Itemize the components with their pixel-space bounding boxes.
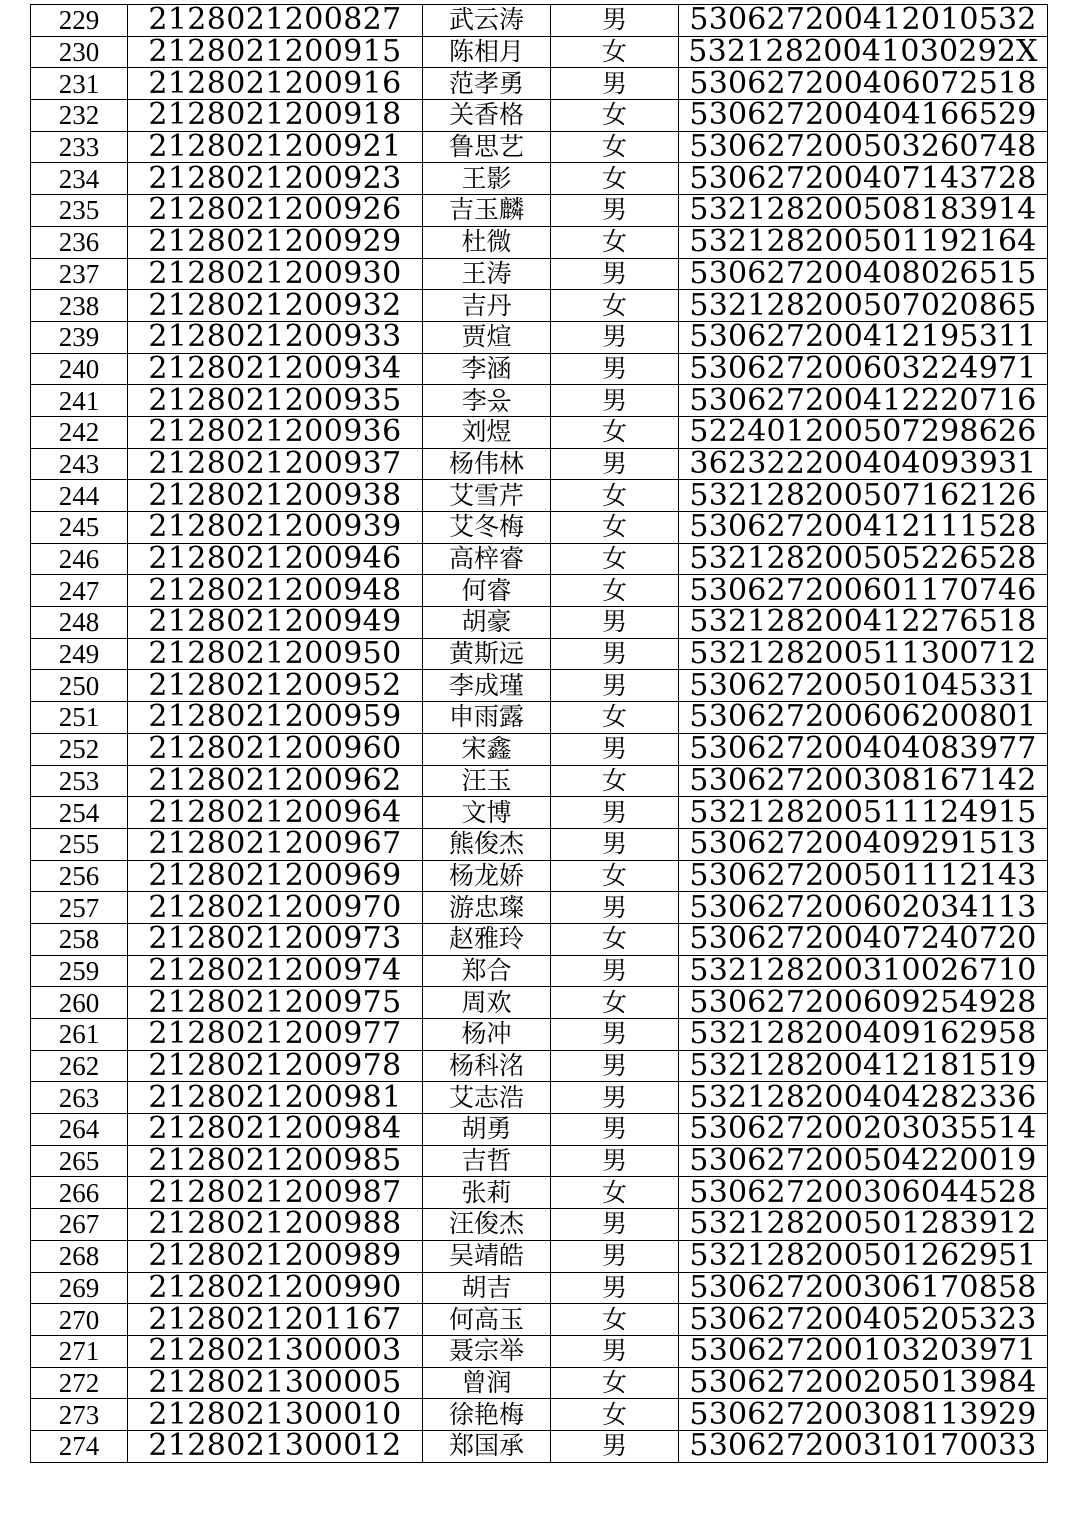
row-number-cell: 235 [31,195,128,227]
table-row [31,575,1048,607]
table-row [31,195,1048,227]
row-number-cell: 257 [31,892,128,924]
gender-cell: 男 [551,607,679,639]
gender-cell: 男 [551,321,679,353]
student-name-cell: 张莉 [423,1177,551,1209]
table-row [31,1367,1048,1399]
gender-cell: 男 [551,1082,679,1114]
exam-number-cell: 2128021200988 [128,1209,423,1241]
exam-number-cell: 2128021200978 [128,1050,423,1082]
student-name-cell: 徐艳梅 [423,1399,551,1431]
exam-number-cell: 2128021200939 [128,512,423,544]
student-name-cell: 吉丹 [423,290,551,322]
student-name-cell: 汪玉 [423,765,551,797]
row-number-cell: 263 [31,1082,128,1114]
gender-cell: 男 [551,1240,679,1272]
gender-cell: 女 [551,702,679,734]
exam-number-cell: 2128021200937 [128,448,423,480]
id-number-cell: 530627200306044528 [679,1177,1048,1209]
gender-cell: 女 [551,1367,679,1399]
table-row [31,1082,1048,1114]
student-name-cell: 艾雪芹 [423,480,551,512]
gender-cell: 男 [551,68,679,100]
student-name-cell: 申雨露 [423,702,551,734]
table-row [31,1304,1048,1336]
student-name-cell: 胡勇 [423,1114,551,1146]
table-row [31,68,1048,100]
id-number-cell: 530627200405205323 [679,1304,1048,1336]
student-name-cell: 郑国承 [423,1430,551,1462]
exam-number-cell: 2128021200936 [128,416,423,448]
exam-number-cell: 2128021300010 [128,1399,423,1431]
exam-number-cell: 2128021200987 [128,1177,423,1209]
id-number-cell: 530627200310170033 [679,1430,1048,1462]
id-number-cell: 362322200404093931 [679,448,1048,480]
student-name-cell: 杨冲 [423,1019,551,1051]
row-number-cell: 255 [31,828,128,860]
row-number-cell: 271 [31,1335,128,1367]
id-number-cell: 532128200404282336 [679,1082,1048,1114]
row-number-cell: 253 [31,765,128,797]
gender-cell: 男 [551,955,679,987]
id-number-cell: 532128200511124915 [679,797,1048,829]
table-row [31,1019,1048,1051]
table-row [31,1399,1048,1431]
id-number-cell: 532128200501192164 [679,226,1048,258]
student-name-cell: 吉玉麟 [423,195,551,227]
gender-cell: 男 [551,1114,679,1146]
row-number-cell: 258 [31,923,128,955]
exam-number-cell: 2128021200933 [128,321,423,353]
table-row [31,321,1048,353]
student-name-cell: 贾煊 [423,321,551,353]
gender-cell: 男 [551,1209,679,1241]
table-row [31,1177,1048,1209]
gender-cell: 女 [551,226,679,258]
exam-number-cell: 2128021200938 [128,480,423,512]
student-name-cell: 周欢 [423,987,551,1019]
student-name-cell: 黄斯远 [423,638,551,670]
id-number-cell: 532128200507020865 [679,290,1048,322]
gender-cell: 男 [551,448,679,480]
exam-number-cell: 2128021200967 [128,828,423,860]
student-name-cell: 武云涛 [423,5,551,37]
gender-cell: 男 [551,638,679,670]
exam-number-cell: 2128021200964 [128,797,423,829]
row-number-cell: 254 [31,797,128,829]
id-number-cell: 530627200308167142 [679,765,1048,797]
id-number-cell: 532128200501262951 [679,1240,1048,1272]
id-number-cell: 530627200601170746 [679,575,1048,607]
table-row [31,226,1048,258]
gender-cell: 男 [551,5,679,37]
student-name-cell: 李읐 [423,385,551,417]
exam-number-cell: 2128021200926 [128,195,423,227]
student-name-cell: 曾润 [423,1367,551,1399]
table-row [31,702,1048,734]
exam-number-cell: 2128021201167 [128,1304,423,1336]
gender-cell: 男 [551,1335,679,1367]
gender-cell: 男 [551,892,679,924]
gender-cell: 女 [551,765,679,797]
gender-cell: 男 [551,797,679,829]
row-number-cell: 237 [31,258,128,290]
id-number-cell: 530627200602034113 [679,892,1048,924]
student-name-cell: 高梓睿 [423,543,551,575]
id-number-cell: 530627200503260748 [679,131,1048,163]
student-name-cell: 文博 [423,797,551,829]
table-row [31,258,1048,290]
id-number-cell: 530627200412010532 [679,5,1048,37]
table-row [31,480,1048,512]
table-row [31,131,1048,163]
student-name-cell: 杨科洺 [423,1050,551,1082]
row-number-cell: 236 [31,226,128,258]
table-row [31,955,1048,987]
id-number-cell: 530627200404083977 [679,733,1048,765]
row-number-cell: 241 [31,385,128,417]
table-row [31,1209,1048,1241]
id-number-cell: 530627200203035514 [679,1114,1048,1146]
gender-cell: 男 [551,195,679,227]
exam-number-cell: 2128021200984 [128,1114,423,1146]
gender-cell: 男 [551,1050,679,1082]
exam-number-cell: 2128021200969 [128,860,423,892]
roster-table-body [31,5,1048,1463]
row-number-cell: 268 [31,1240,128,1272]
row-number-cell: 259 [31,955,128,987]
id-number-cell: 530627200606200801 [679,702,1048,734]
student-name-cell: 关香格 [423,100,551,132]
row-number-cell: 251 [31,702,128,734]
exam-number-cell: 2128021200973 [128,923,423,955]
row-number-cell: 267 [31,1209,128,1241]
row-number-cell: 273 [31,1399,128,1431]
gender-cell: 男 [551,1430,679,1462]
student-name-cell: 何高玉 [423,1304,551,1336]
exam-number-cell: 2128021200923 [128,163,423,195]
gender-cell: 男 [551,385,679,417]
id-number-cell: 530627200407240720 [679,923,1048,955]
row-number-cell: 262 [31,1050,128,1082]
id-number-cell: 530627200404166529 [679,100,1048,132]
student-name-cell: 胡豪 [423,607,551,639]
exam-number-cell: 2128021200985 [128,1145,423,1177]
row-number-cell: 232 [31,100,128,132]
row-number-cell: 233 [31,131,128,163]
table-row [31,607,1048,639]
table-row [31,765,1048,797]
student-name-cell: 汪俊杰 [423,1209,551,1241]
gender-cell: 女 [551,131,679,163]
exam-number-cell: 2128021200949 [128,607,423,639]
row-number-cell: 248 [31,607,128,639]
exam-number-cell: 2128021200935 [128,385,423,417]
row-number-cell: 269 [31,1272,128,1304]
id-number-cell: 532128200409162958 [679,1019,1048,1051]
id-number-cell: 530627200308113929 [679,1399,1048,1431]
id-number-cell: 532128200412276518 [679,607,1048,639]
student-name-cell: 吉哲 [423,1145,551,1177]
student-name-cell: 郑合 [423,955,551,987]
row-number-cell: 231 [31,68,128,100]
id-number-cell: 530627200103203971 [679,1335,1048,1367]
row-number-cell: 230 [31,36,128,68]
gender-cell: 女 [551,1177,679,1209]
row-number-cell: 246 [31,543,128,575]
student-name-cell: 陈相月 [423,36,551,68]
exam-number-cell: 2128021200932 [128,290,423,322]
gender-cell: 女 [551,1399,679,1431]
id-number-cell: 532128200511300712 [679,638,1048,670]
table-row [31,1335,1048,1367]
exam-number-cell: 2128021200959 [128,702,423,734]
table-row [31,860,1048,892]
exam-number-cell: 2128021200960 [128,733,423,765]
id-number-cell: 530627200504220019 [679,1145,1048,1177]
gender-cell: 女 [551,36,679,68]
table-row [31,987,1048,1019]
exam-number-cell: 2128021200981 [128,1082,423,1114]
table-row [31,1430,1048,1462]
row-number-cell: 256 [31,860,128,892]
table-row [31,1114,1048,1146]
table-row [31,353,1048,385]
row-number-cell: 234 [31,163,128,195]
gender-cell: 女 [551,480,679,512]
row-number-cell: 239 [31,321,128,353]
id-number-cell: 532128200507162126 [679,480,1048,512]
table-row [31,416,1048,448]
table-row [31,36,1048,68]
exam-number-cell: 2128021200970 [128,892,423,924]
exam-number-cell: 2128021200921 [128,131,423,163]
row-number-cell: 243 [31,448,128,480]
row-number-cell: 245 [31,512,128,544]
gender-cell: 男 [551,1019,679,1051]
id-number-cell: 530627200306170858 [679,1272,1048,1304]
table-row [31,670,1048,702]
row-number-cell: 264 [31,1114,128,1146]
id-number-cell: 532128200508183914 [679,195,1048,227]
row-number-cell: 272 [31,1367,128,1399]
exam-number-cell: 2128021200929 [128,226,423,258]
gender-cell: 男 [551,1145,679,1177]
row-number-cell: 240 [31,353,128,385]
exam-number-cell: 2128021300003 [128,1335,423,1367]
student-name-cell: 艾冬梅 [423,512,551,544]
row-number-cell: 242 [31,416,128,448]
student-name-cell: 王涛 [423,258,551,290]
student-name-cell: 何睿 [423,575,551,607]
student-name-cell: 范孝勇 [423,68,551,100]
table-row [31,290,1048,322]
id-number-cell: 530627200408026515 [679,258,1048,290]
table-row [31,923,1048,955]
table-row [31,5,1048,37]
table-row [31,1240,1048,1272]
table-row [31,543,1048,575]
table-row [31,638,1048,670]
id-number-cell: 530627200412111528 [679,512,1048,544]
exam-number-cell: 2128021300005 [128,1367,423,1399]
row-number-cell: 266 [31,1177,128,1209]
student-name-cell: 熊俊杰 [423,828,551,860]
row-number-cell: 265 [31,1145,128,1177]
id-number-cell: 530627200603224971 [679,353,1048,385]
row-number-cell: 274 [31,1430,128,1462]
row-number-cell: 229 [31,5,128,37]
gender-cell: 女 [551,575,679,607]
gender-cell: 女 [551,290,679,322]
row-number-cell: 270 [31,1304,128,1336]
id-number-cell: 532128200505226528 [679,543,1048,575]
id-number-cell: 530627200409291513 [679,828,1048,860]
gender-cell: 男 [551,258,679,290]
exam-number-cell: 2128021200989 [128,1240,423,1272]
gender-cell: 男 [551,353,679,385]
exam-number-cell: 2128021200918 [128,100,423,132]
roster-table [30,4,1048,1463]
table-row [31,385,1048,417]
exam-number-cell: 2128021200946 [128,543,423,575]
id-number-cell: 53212820041030292X [679,36,1048,68]
table-row [31,733,1048,765]
exam-number-cell: 2128021200930 [128,258,423,290]
id-number-cell: 530627200205013984 [679,1367,1048,1399]
gender-cell: 女 [551,512,679,544]
student-name-cell: 杜微 [423,226,551,258]
id-number-cell: 532128200412181519 [679,1050,1048,1082]
student-name-cell: 王影 [423,163,551,195]
id-number-cell: 530627200501112143 [679,860,1048,892]
student-name-cell: 李涵 [423,353,551,385]
gender-cell: 女 [551,416,679,448]
row-number-cell: 238 [31,290,128,322]
gender-cell: 女 [551,543,679,575]
student-name-cell: 李成瑾 [423,670,551,702]
gender-cell: 男 [551,670,679,702]
gender-cell: 女 [551,860,679,892]
student-name-cell: 宋鑫 [423,733,551,765]
student-name-cell: 赵雅玲 [423,923,551,955]
exam-number-cell: 2128021200977 [128,1019,423,1051]
student-name-cell: 胡吉 [423,1272,551,1304]
row-number-cell: 244 [31,480,128,512]
table-row [31,100,1048,132]
student-name-cell: 刘煜 [423,416,551,448]
gender-cell: 男 [551,733,679,765]
row-number-cell: 261 [31,1019,128,1051]
row-number-cell: 260 [31,987,128,1019]
row-number-cell: 249 [31,638,128,670]
exam-number-cell: 2128021200934 [128,353,423,385]
row-number-cell: 250 [31,670,128,702]
table-row [31,1050,1048,1082]
student-name-cell: 艾志浩 [423,1082,551,1114]
gender-cell: 女 [551,100,679,132]
id-number-cell: 532128200310026710 [679,955,1048,987]
exam-number-cell: 2128021200962 [128,765,423,797]
table-row [31,512,1048,544]
exam-number-cell: 2128021300012 [128,1430,423,1462]
exam-number-cell: 2128021200915 [128,36,423,68]
student-name-cell: 吴靖皓 [423,1240,551,1272]
exam-number-cell: 2128021200975 [128,987,423,1019]
id-number-cell: 530627200407143728 [679,163,1048,195]
student-name-cell: 游忠璨 [423,892,551,924]
exam-number-cell: 2128021200990 [128,1272,423,1304]
exam-number-cell: 2128021200974 [128,955,423,987]
gender-cell: 男 [551,1272,679,1304]
student-name-cell: 聂宗举 [423,1335,551,1367]
row-number-cell: 247 [31,575,128,607]
id-number-cell: 522401200507298626 [679,416,1048,448]
table-row [31,892,1048,924]
exam-number-cell: 2128021200952 [128,670,423,702]
gender-cell: 女 [551,1304,679,1336]
table-row [31,163,1048,195]
exam-number-cell: 2128021200827 [128,5,423,37]
id-number-cell: 530627200501045331 [679,670,1048,702]
student-name-cell: 鲁思艺 [423,131,551,163]
table-row [31,828,1048,860]
id-number-cell: 530627200412195311 [679,321,1048,353]
table-row [31,797,1048,829]
student-name-cell: 杨龙娇 [423,860,551,892]
id-number-cell: 530627200609254928 [679,987,1048,1019]
gender-cell: 女 [551,987,679,1019]
exam-number-cell: 2128021200948 [128,575,423,607]
gender-cell: 女 [551,163,679,195]
student-name-cell: 杨伟林 [423,448,551,480]
table-row [31,448,1048,480]
row-number-cell: 252 [31,733,128,765]
exam-number-cell: 2128021200950 [128,638,423,670]
gender-cell: 女 [551,923,679,955]
id-number-cell: 532128200501283912 [679,1209,1048,1241]
gender-cell: 男 [551,828,679,860]
exam-number-cell: 2128021200916 [128,68,423,100]
id-number-cell: 530627200406072518 [679,68,1048,100]
id-number-cell: 530627200412220716 [679,385,1048,417]
table-row [31,1145,1048,1177]
table-row [31,1272,1048,1304]
